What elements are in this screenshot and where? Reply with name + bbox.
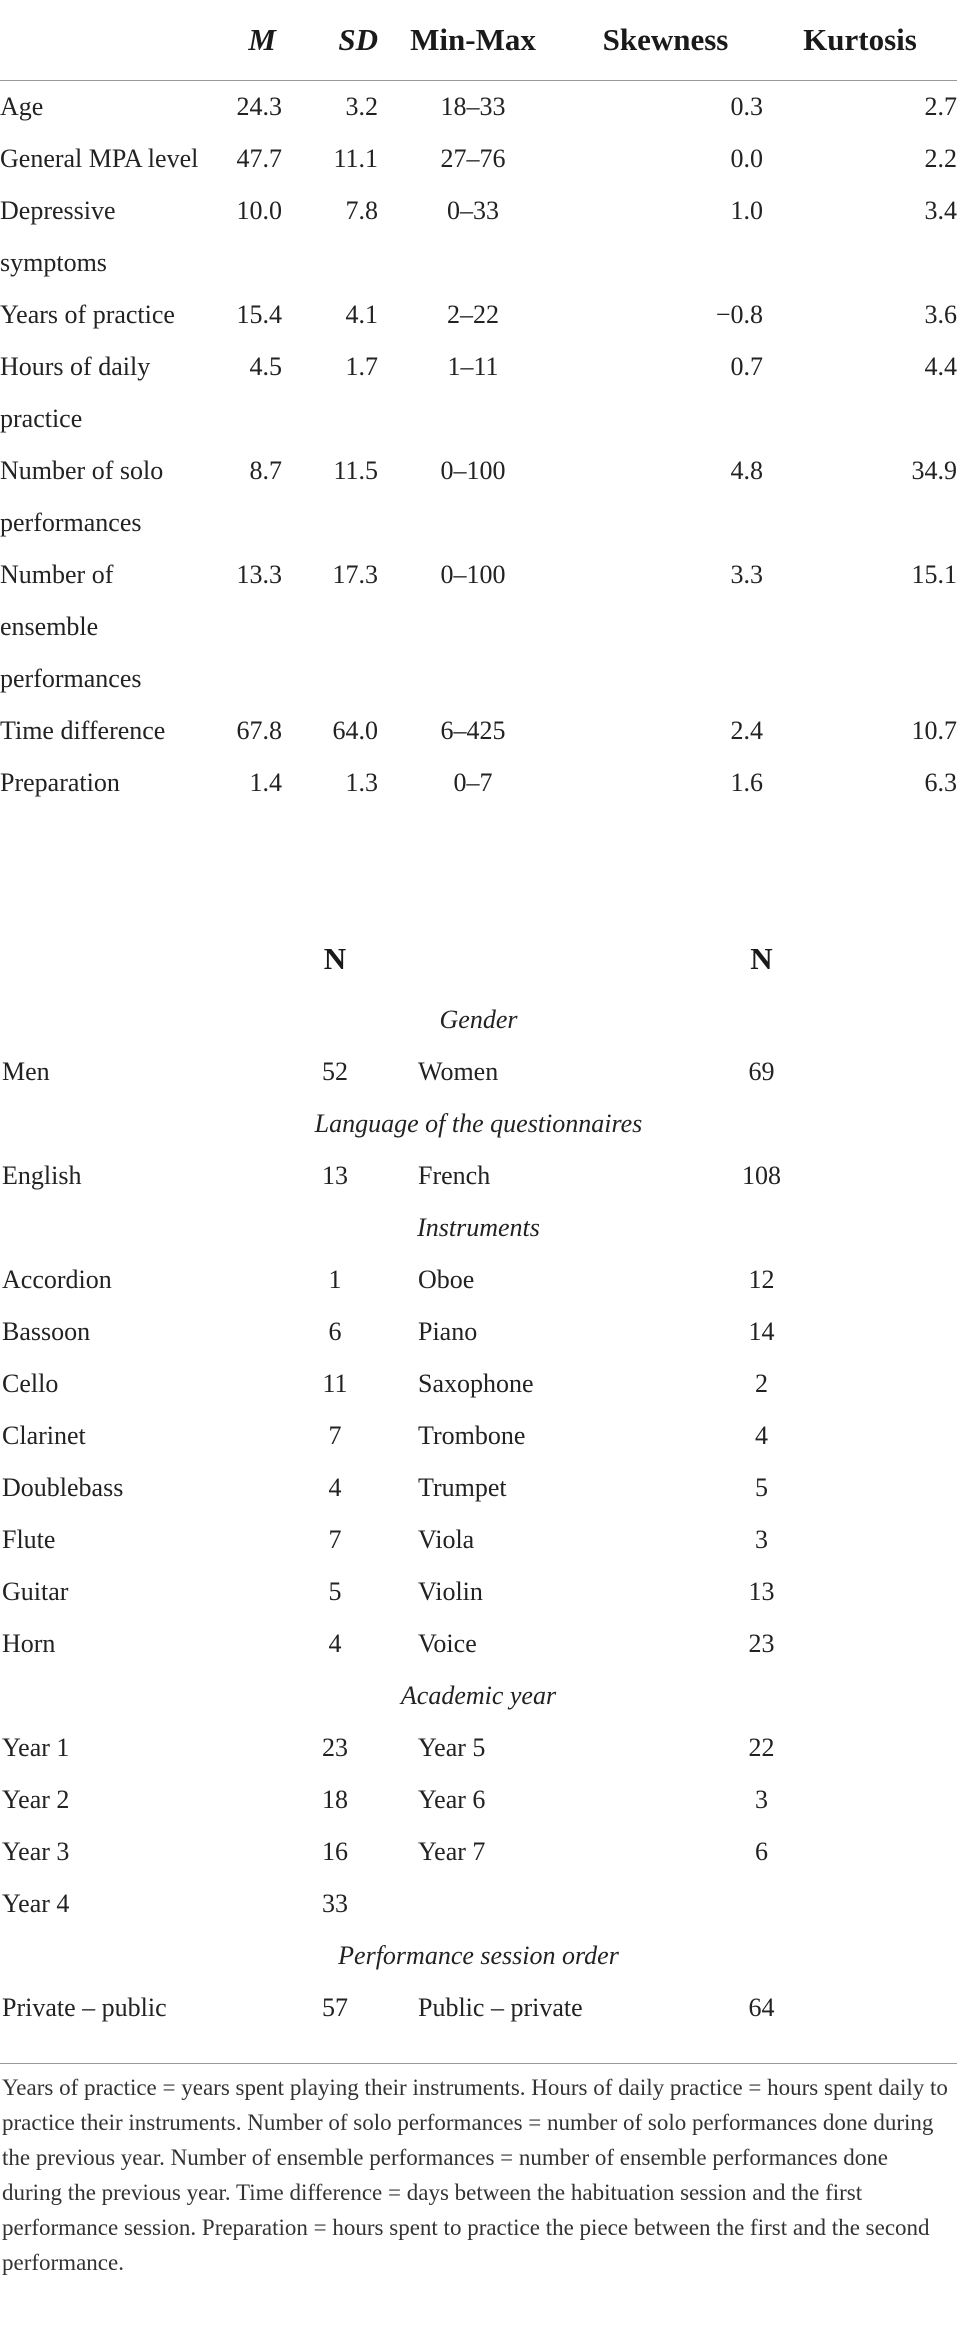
table-row [0,1514,957,1566]
row-sd: 7.8 [345,196,378,225]
row-minmax: 0–100 [440,560,506,589]
right-count: 22 [748,1733,775,1762]
left-label: Private – public [2,1993,167,2022]
section-row [0,1202,957,1254]
row-skewness: 4.8 [730,456,763,485]
right-count: 12 [748,1265,775,1294]
right-label: Saxophone [418,1369,534,1398]
section-row [0,1098,957,1150]
right-count: 3 [755,1525,768,1554]
left-label: Accordion [2,1265,112,1294]
table-row [0,1462,957,1514]
row-mean: 10.0 [236,196,282,225]
row-mean: 15.4 [236,300,282,329]
row-variable: Time difference [0,716,166,745]
row-sd: 11.1 [333,144,378,173]
left-count: 16 [322,1837,348,1866]
left-label: Year 4 [2,1889,70,1918]
header-sd: SD [282,0,378,81]
left-label: Flute [2,1525,56,1554]
row-skewness: 0.0 [730,144,763,173]
row-skewness: 0.7 [730,352,763,381]
row-minmax: 0–33 [447,196,499,225]
right-label: Year 7 [418,1837,486,1866]
right-label: Year 6 [418,1785,486,1814]
row-sd: 3.2 [345,92,378,121]
table-row [0,81,957,134]
row-mean: 67.8 [236,716,282,745]
right-label: Violin [418,1577,483,1606]
right-count: 5 [755,1473,768,1502]
left-label: Horn [2,1629,56,1658]
row-variable: Years of practice [0,300,175,329]
header-skewness: Skewness [568,0,763,81]
table-row [0,1254,957,1306]
row-skewness: −0.8 [715,300,763,329]
row-minmax: 2–22 [447,300,499,329]
row-variable: Depressive symptoms [0,196,116,277]
left-label: English [2,1161,82,1190]
right-count: 108 [742,1161,781,1190]
right-label: Women [418,1057,499,1086]
right-count: 13 [748,1577,775,1606]
row-sd: 1.7 [345,352,378,381]
row-minmax: 1–11 [447,352,499,381]
right-label: Oboe [418,1265,475,1294]
table-row [0,1618,957,1670]
right-label: French [418,1161,491,1190]
row-variable: Number of ensemble performances [0,560,142,693]
row-sd: 17.3 [332,560,378,589]
section-academic-year: Academic year [400,1681,557,1710]
left-label: Guitar [2,1577,69,1606]
right-count: 3 [755,1785,768,1814]
left-label: Doublebass [2,1473,124,1502]
left-count: 4 [328,1473,342,1502]
header-n-left: N [323,941,347,976]
left-count: 1 [328,1265,342,1294]
header-variable [0,0,200,81]
left-label: Year 3 [2,1837,70,1866]
left-count: 7 [328,1525,342,1554]
right-count: 2 [755,1369,768,1398]
table-row [0,1774,957,1826]
section-instruments: Instruments [417,1213,540,1242]
row-variable: Preparation [0,768,120,797]
counts-header-row [0,924,957,994]
row-skewness: 3.3 [730,560,763,589]
left-label: Clarinet [2,1421,86,1450]
row-skewness: 2.4 [730,716,763,745]
section-gender: Gender [439,1005,518,1034]
descriptive-stats-table [0,0,957,809]
row-kurtosis: 2.2 [924,144,957,173]
left-count: 7 [328,1421,342,1450]
stats-header-row [0,0,957,81]
table-row [0,1878,957,1930]
row-mean: 1.4 [249,768,282,797]
row-kurtosis: 2.7 [924,92,957,121]
left-count: 4 [328,1629,342,1658]
table-row [0,757,957,809]
row-sd: 11.5 [333,456,378,485]
right-label: Viola [418,1525,475,1554]
left-count: 57 [322,1993,348,2022]
row-variable: General MPA level [0,144,199,173]
right-count: 6 [755,1837,768,1866]
header-kurtosis: Kurtosis [763,0,957,81]
table-bottom-rule [0,2063,957,2064]
row-kurtosis: 6.3 [924,768,957,797]
row-kurtosis: 3.4 [924,196,957,225]
table-row [0,1566,957,1618]
header-mean: M [200,0,282,81]
right-label: Voice [418,1629,477,1658]
table-row [0,185,957,289]
left-label: Bassoon [2,1317,91,1346]
table-row [0,1722,957,1774]
left-count: 23 [322,1733,348,1762]
right-label [370,1878,670,1930]
table-row [0,1306,957,1358]
section-language: Language of the questionnaires [314,1109,643,1138]
row-mean: 13.3 [236,560,282,589]
row-mean: 47.7 [236,144,282,173]
table-row [0,705,957,757]
table-row [0,1150,957,1202]
table-row [0,133,957,185]
table-row [0,1358,957,1410]
row-kurtosis: 4.4 [924,352,957,381]
left-count: 11 [322,1369,348,1398]
section-session-order: Performance session order [338,1941,619,1970]
table-footnote: Years of practice = years spent playing their instruments. Hours of daily practice = hours spent daily to practice their instruments. Number of solo performances = number of solo performances done during the previous year. Number of ensemble performances = number of ensemble performances done during the previous year. Time difference = days between the habituation session and the first performance session. Preparation = hours spent to practice the piece between the first and the second performance. [2,2075,948,2275]
right-label: Piano [418,1317,478,1346]
table-row [0,1046,957,1098]
section-row [0,1670,957,1722]
row-kurtosis: 3.6 [924,300,957,329]
table-row [0,341,957,445]
right-count: 14 [748,1317,775,1346]
sample-counts-table [0,924,957,2034]
right-count: 4 [755,1421,768,1450]
right-count: 23 [748,1629,775,1658]
row-variable: Hours of daily practice [0,352,151,433]
row-mean: 4.5 [249,352,282,381]
row-kurtosis: 15.1 [911,560,957,589]
left-count: 5 [328,1577,342,1606]
row-mean: 24.3 [236,92,282,121]
row-minmax: 18–33 [440,92,506,121]
left-label: Year 2 [2,1785,70,1814]
row-variable: Number of solo performances [0,456,164,537]
right-label: Trumpet [418,1473,507,1502]
section-row [0,994,957,1046]
right-count [670,1878,853,1930]
row-kurtosis: 10.7 [911,716,957,745]
right-count: 69 [748,1057,775,1086]
row-minmax: 0–7 [453,768,493,797]
left-count: 33 [322,1889,348,1918]
row-skewness: 1.6 [730,768,763,797]
row-skewness: 1.0 [730,196,763,225]
left-label: Year 1 [2,1733,70,1762]
table-row [0,1410,957,1462]
table-row [0,549,957,705]
row-minmax: 0–100 [440,456,506,485]
header-minmax: Min-Max [378,0,568,81]
row-skewness: 0.3 [730,92,763,121]
left-count: 6 [328,1317,342,1346]
row-kurtosis: 34.9 [911,456,957,485]
header-n-right: N [750,941,773,976]
table-row [0,445,957,549]
left-label: Men [2,1057,50,1086]
right-label: Year 5 [418,1733,486,1762]
section-row [0,1930,957,1982]
table-row [0,1826,957,1878]
row-minmax: 6–425 [440,716,506,745]
row-sd: 1.3 [345,768,378,797]
table-row [0,1982,957,2034]
row-sd: 64.0 [332,716,378,745]
row-sd: 4.1 [345,300,378,329]
left-label: Cello [2,1369,59,1398]
left-count: 18 [322,1785,348,1814]
right-label: Public – private [418,1993,583,2022]
right-label: Trombone [418,1421,526,1450]
right-count: 64 [748,1993,775,2022]
table-row [0,289,957,341]
left-count: 13 [322,1161,348,1190]
row-variable: Age [0,92,44,121]
row-minmax: 27–76 [440,144,506,173]
row-mean: 8.7 [249,456,282,485]
left-count: 52 [322,1057,348,1086]
